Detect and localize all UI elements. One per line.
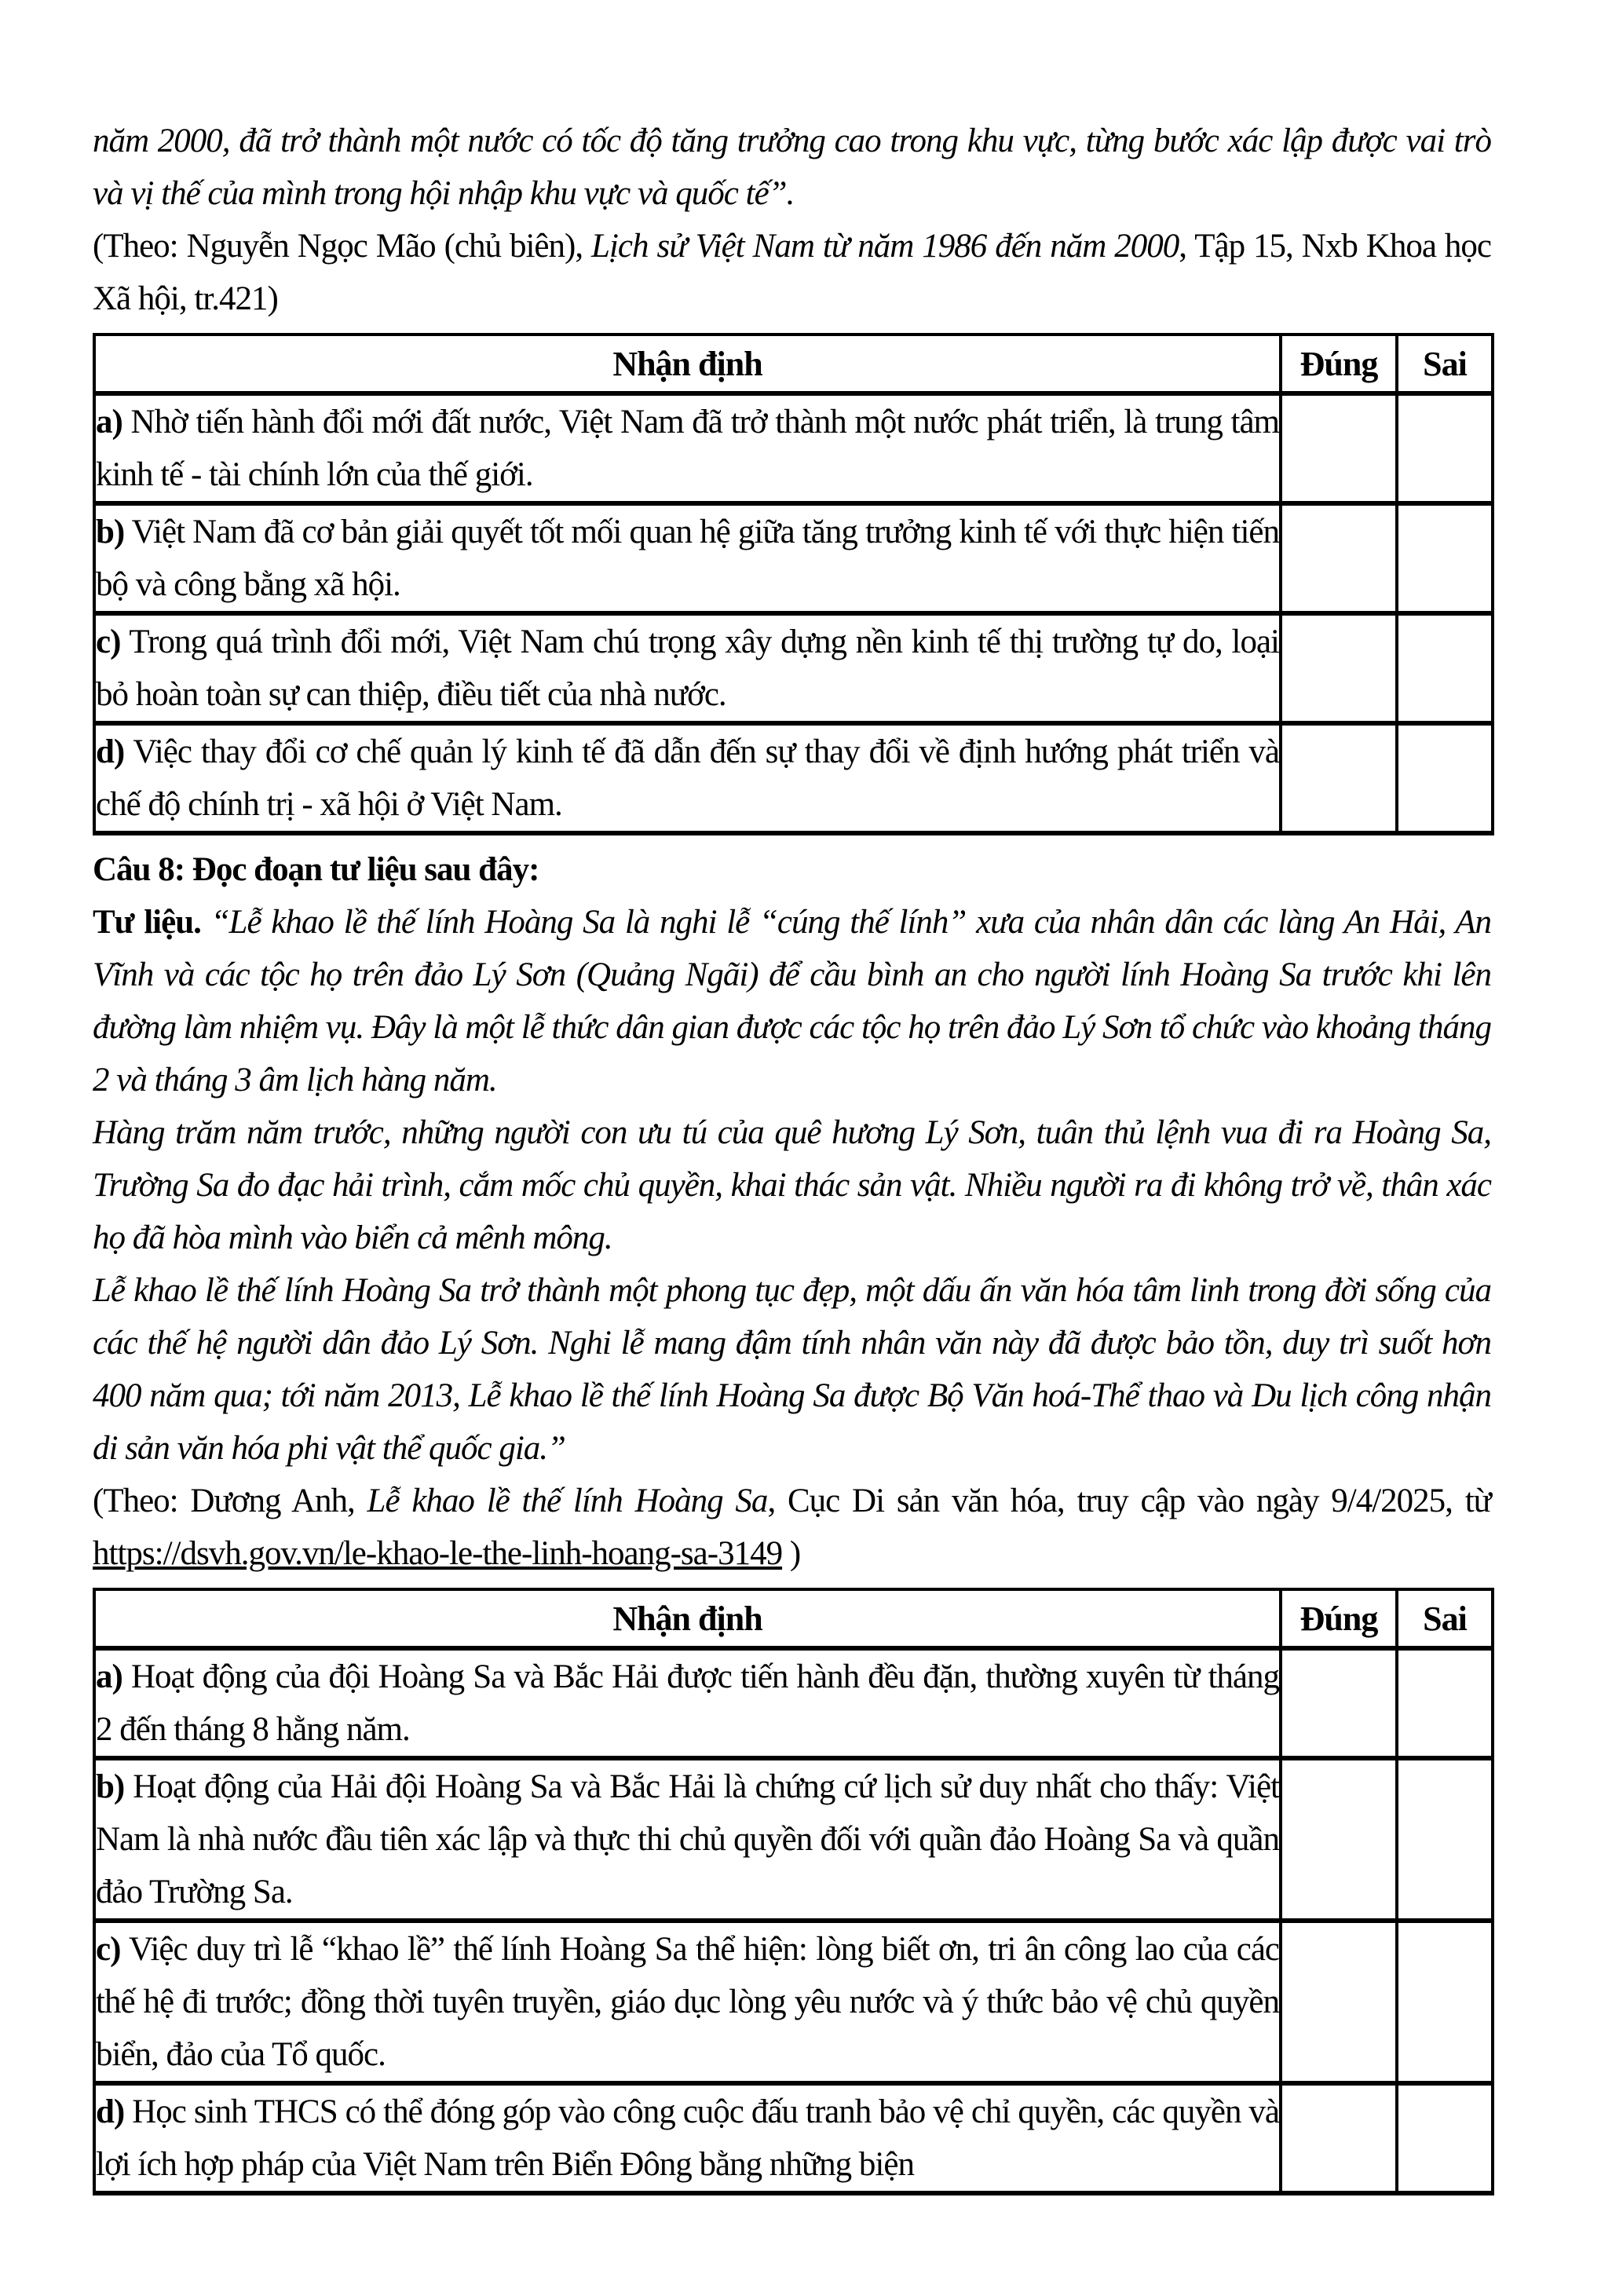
table1-row-d-statement bbox=[94, 723, 1281, 833]
statement-label: d) bbox=[96, 733, 125, 770]
table1-false-column-header: Sai bbox=[1397, 335, 1493, 393]
table1-row-d-true-cell bbox=[1281, 723, 1397, 833]
statement-label: d) bbox=[96, 2093, 125, 2130]
table1-row-d-false-cell bbox=[1397, 723, 1493, 833]
statement-text: Hoạt động của Hải đội Hoàng Sa và Bắc Hải là chứng cứ lịch sử duy nhất cho thấy: Việt Nam là nhà nước đầu tiên xác lập và thực thi chủ quyền đối với quần đảo Hoàng Sa và quần đảo Trường Sa. bbox=[96, 1768, 1279, 1910]
statement-label: a) bbox=[96, 404, 122, 441]
citation-2-prefix: (Theo: Dương Anh, bbox=[93, 1483, 367, 1519]
table1-row-b bbox=[94, 503, 1493, 613]
q8-quote-part-1: “Lễ khao lề thế lính Hoàng Sa là nghi lễ “cúng thế lính” xưa của nhân dân các làng An Hải, An Vĩnh và các tộc họ trên đảo Lý Sơn (Quảng Ngãi) để cầu bình an cho người lính Hoàng Sa trước khi lên đường làm nhiệm vụ. Đây là một lễ thức dân gian được các tộc họ trên đảo Lý Sơn tổ chức vào khoảng tháng 2 và tháng 3 âm lịch hàng năm. bbox=[93, 904, 1491, 1099]
table2-row-a-statement bbox=[94, 1648, 1281, 1758]
table1-row-d bbox=[94, 723, 1493, 833]
table2-row-a bbox=[94, 1648, 1493, 1758]
table1-row-c-false-cell bbox=[1397, 613, 1493, 723]
citation-1-book-title: Lịch sử Việt Nam từ năm 1986 đến năm 2000 bbox=[591, 228, 1179, 265]
statement-label: c) bbox=[96, 1931, 121, 1968]
statement-text: Học sinh THCS có thể đóng góp vào công cuộc đấu tranh bảo vệ chỉ quyền, các quyền và lợi ích hợp pháp của Việt Nam trên Biển Đông bằng những biện bbox=[96, 2093, 1280, 2183]
table2-header-row bbox=[94, 1589, 1493, 1648]
table2-row-b-false-cell bbox=[1397, 1758, 1493, 1921]
citation-2-work-title: Lễ khao lề thế lính Hoàng Sa bbox=[367, 1483, 768, 1519]
source-url-link[interactable]: https://dsvh.gov.vn/le-khao-le-the-linh-hoang-sa-3149 bbox=[93, 1535, 783, 1572]
table1-row-c-true-cell bbox=[1281, 613, 1397, 723]
table1-row-b-false-cell bbox=[1397, 503, 1493, 613]
table2-row-b bbox=[94, 1758, 1493, 1921]
table2-row-d bbox=[94, 2083, 1493, 2193]
statement-text: Việc duy trì lễ “khao lề” thế lính Hoàng Sa thể hiện: lòng biết ơn, tri ân công lao của các thế hệ đi trước; đồng thời tuyên truyền, giáo dục lòng yêu nước và ý thức bảo vệ chủ quyền biển, đảo của Tổ quốc. bbox=[96, 1931, 1279, 2073]
question8-heading: Câu 8: Đọc đoạn tư liệu sau đây: bbox=[93, 851, 539, 888]
source-citation-1 bbox=[93, 220, 1491, 325]
citation-1-prefix: (Theo: Nguyễn Ngọc Mão (chủ biên), bbox=[93, 228, 592, 265]
table1-row-a bbox=[94, 393, 1493, 503]
question7-true-false-table bbox=[93, 333, 1494, 835]
tu-lieu-label: Tư liệu. bbox=[93, 904, 201, 941]
citation-2-suffix: ) bbox=[782, 1535, 801, 1572]
table2-row-a-false-cell bbox=[1397, 1648, 1493, 1758]
table1-row-b-statement bbox=[94, 503, 1281, 613]
statement-text: Việt Nam đã cơ bản giải quyết tốt mối quan hệ giữa tăng trưởng kinh tế với thực hiện tiến bộ và công bằng xã hội. bbox=[96, 514, 1279, 603]
table2-row-d-false-cell bbox=[1397, 2083, 1493, 2193]
statement-text: Trong quá trình đổi mới, Việt Nam chú trọng xây dựng nền kinh tế thị trường tự do, loại bỏ hoàn toàn sự can thiệp, điều tiết của nhà nước. bbox=[96, 623, 1279, 713]
source-citation-2 bbox=[93, 1475, 1491, 1580]
table2-row-c-false-cell bbox=[1397, 1921, 1493, 2083]
question8-source-paragraph-2: Hàng trăm năm trước, những người con ưu tú của quê hương Lý Sơn, tuân thủ lệnh vua đi ra Hoàng Sa, Trường Sa đo đạc hải trình, cắm mốc chủ quyền, khai thác sản vật. Nhiều người ra đi không trở về, thân xác họ đã hòa mình vào biển cả mênh mông. bbox=[93, 1114, 1491, 1256]
statement-label: b) bbox=[96, 1768, 125, 1805]
statement-text: Nhờ tiến hành đổi mới đất nước, Việt Nam đã trở thành một nước phát triển, là trung tâm kinh tế - tài chính lớn của thế giới. bbox=[96, 404, 1279, 493]
table1-row-c-statement bbox=[94, 613, 1281, 723]
table2-row-b-true-cell bbox=[1281, 1758, 1397, 1921]
table1-row-a-false-cell bbox=[1397, 393, 1493, 503]
citation-1-suffix: , Tập 15, Nxb Khoa học Xã hội, tr.421) bbox=[93, 228, 1491, 317]
statement-label: b) bbox=[96, 514, 125, 550]
statement-text: Việc thay đổi cơ chế quản lý kinh tế đã dẫn đến sự thay đổi về định hướng phát triển và chế độ chính trị - xã hội ở Việt Nam. bbox=[96, 733, 1279, 823]
table1-row-c bbox=[94, 613, 1493, 723]
table2-row-c bbox=[94, 1921, 1493, 2083]
question8-source-paragraph-3: Lễ khao lề thế lính Hoàng Sa trở thành một phong tục đẹp, một dấu ấn văn hóa tâm linh trong đời sống của các thế hệ người dân đảo Lý Sơn. Nghi lễ mang đậm tính nhân văn này đã được bảo tồn, duy trì suốt hơn 400 năm qua; tới năm 2013, Lễ khao lề thế lính Hoàng Sa được Bộ Văn hoá-Thể thao và Du lịch công nhận di sản văn hóa phi vật thể quốc gia.” bbox=[93, 1272, 1491, 1467]
table1-statement-column-header: Nhận định bbox=[94, 335, 1281, 393]
table1-row-b-true-cell bbox=[1281, 503, 1397, 613]
table1-row-a-statement bbox=[94, 393, 1281, 503]
table2-row-d-statement bbox=[94, 2083, 1281, 2193]
statement-label: a) bbox=[96, 1658, 122, 1695]
table2-row-a-true-cell bbox=[1281, 1648, 1397, 1758]
table2-row-b-statement bbox=[94, 1758, 1281, 1921]
table2-false-column-header: Sai bbox=[1397, 1589, 1493, 1648]
table2-row-c-statement bbox=[94, 1921, 1281, 2083]
citation-2-middle: , Cục Di sản văn hóa, truy cập vào ngày 9/4/2025, từ bbox=[767, 1483, 1491, 1519]
statement-text: Hoạt động của đội Hoàng Sa và Bắc Hải được tiến hành đều đặn, thường xuyên từ tháng 2 đến tháng 8 hằng năm. bbox=[96, 1658, 1280, 1748]
table2-true-column-header: Đúng bbox=[1281, 1589, 1397, 1648]
question8-source-paragraph-1 bbox=[93, 896, 1491, 1106]
table2-row-d-true-cell bbox=[1281, 2083, 1397, 2193]
table1-header-row bbox=[94, 335, 1493, 393]
question8-true-false-table bbox=[93, 1588, 1494, 2195]
table2-statement-column-header: Nhận định bbox=[94, 1589, 1281, 1648]
table2-row-c-true-cell bbox=[1281, 1921, 1397, 2083]
table1-row-a-true-cell bbox=[1281, 393, 1397, 503]
intro-quote-paragraph: năm 2000, đã trở thành một nước có tốc độ tăng trưởng cao trong khu vực, từng bước xác lập được vai trò và vị thế của mình trong hội nhập khu vực và quốc tế”. bbox=[93, 122, 1491, 212]
statement-label: c) bbox=[96, 623, 121, 660]
table1-true-column-header: Đúng bbox=[1281, 335, 1397, 393]
